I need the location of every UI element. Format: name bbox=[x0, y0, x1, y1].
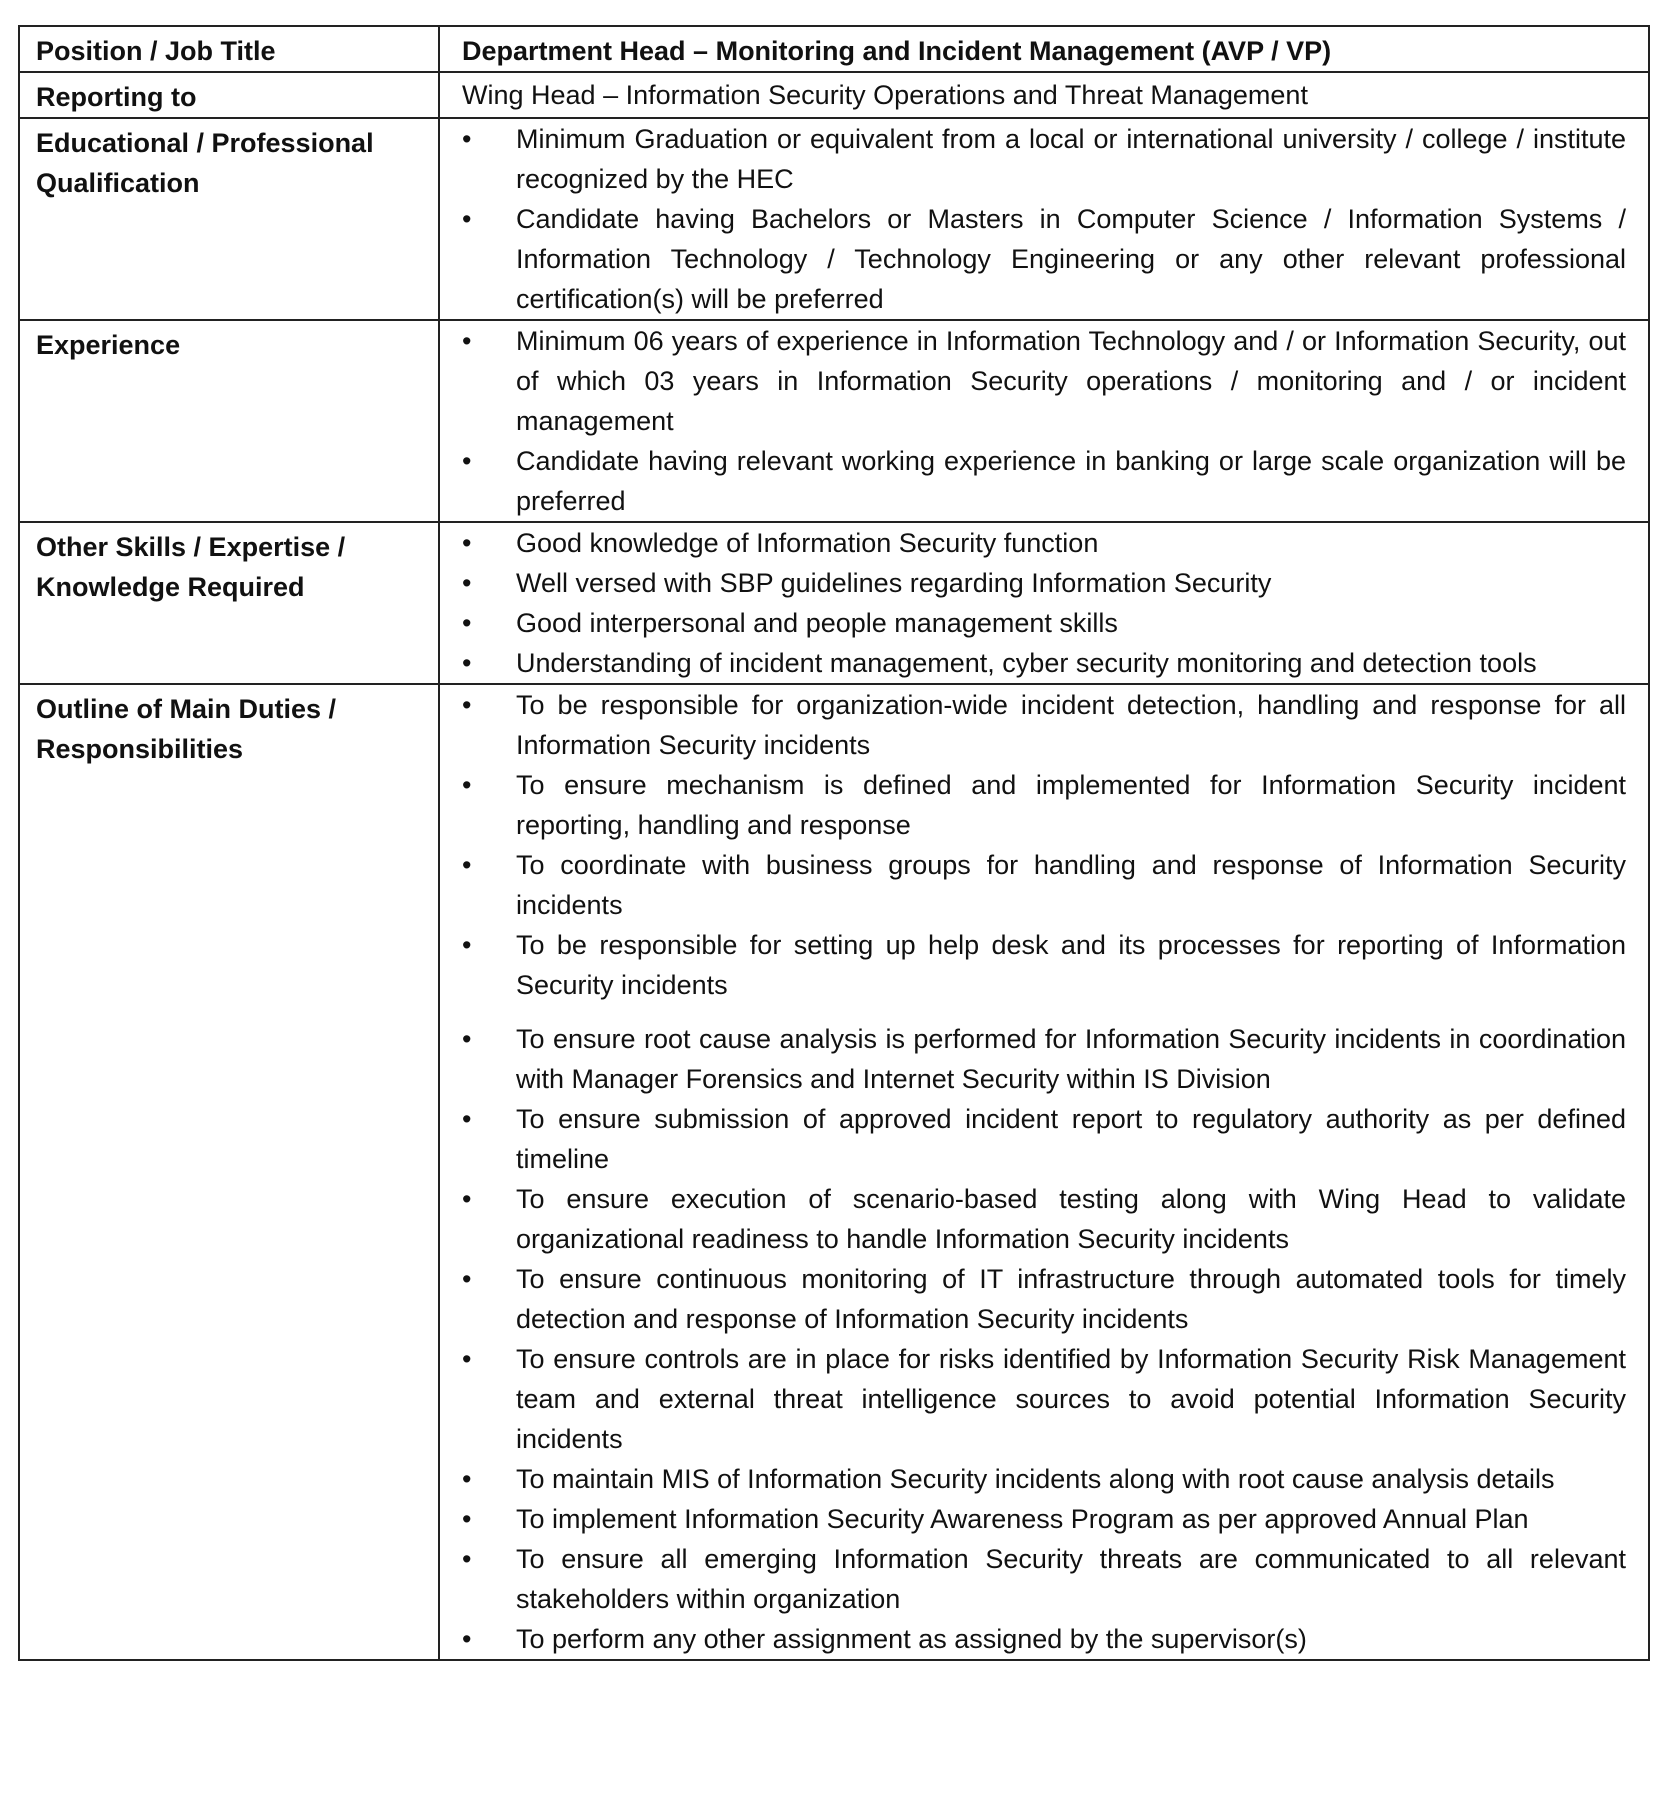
skills-cell bbox=[439, 522, 1649, 684]
list-item: • To coordinate with business groups for handling and response of Information Security incidents bbox=[460, 845, 1626, 925]
row-label-position: Position / Job Title bbox=[19, 26, 439, 72]
reporting-to-value: Wing Head – Information Security Operations and Threat Management bbox=[439, 72, 1649, 118]
list-item: • To implement Information Security Awareness Program as per approved Annual Plan bbox=[460, 1499, 1626, 1539]
duties-cell bbox=[439, 684, 1649, 1660]
row-label-qualification: Educational / Professional Qualification bbox=[19, 118, 439, 320]
table-row-reporting bbox=[19, 72, 1649, 118]
list-item: • To perform any other assignment as assigned by the supervisor(s) bbox=[460, 1619, 1626, 1659]
qualification-list bbox=[460, 119, 1626, 319]
table-row-skills bbox=[19, 522, 1649, 684]
list-item: • Good knowledge of Information Security function bbox=[460, 523, 1626, 563]
list-item: • To ensure all emerging Information Security threats are communicated to all relevant stakeholders within organization bbox=[460, 1539, 1626, 1619]
list-item: • Candidate having Bachelors or Masters in Computer Science / Information Systems / Information Technology / Technology Engineering or any other relevant professional certification(s) will be preferred bbox=[460, 199, 1626, 319]
job-description-document bbox=[18, 25, 1650, 1661]
list-item: • To ensure execution of scenario-based testing along with Wing Head to validate organizational readiness to handle Information Security incidents bbox=[460, 1179, 1626, 1259]
job-description-table bbox=[18, 25, 1650, 1661]
row-label-experience: Experience bbox=[19, 320, 439, 522]
row-label-duties: Outline of Main Duties / Responsibilities bbox=[19, 684, 439, 1660]
list-item: • To ensure root cause analysis is performed for Information Security incidents in coordination with Manager Forensics and Internet Security within IS Division bbox=[460, 1019, 1626, 1099]
list-item: • To ensure submission of approved incident report to regulatory authority as per defined timeline bbox=[460, 1099, 1626, 1179]
experience-list bbox=[460, 321, 1626, 521]
experience-cell bbox=[439, 320, 1649, 522]
list-item: • Good interpersonal and people management skills bbox=[460, 603, 1626, 643]
list-item: • To ensure continuous monitoring of IT infrastructure through automated tools for timely detection and response of Information Security incidents bbox=[460, 1259, 1626, 1339]
list-item: • Understanding of incident management, cyber security monitoring and detection tools bbox=[460, 643, 1626, 683]
list-item: • Minimum 06 years of experience in Information Technology and / or Information Security, out of which 03 years in Information Security operations / monitoring and / or incident management bbox=[460, 321, 1626, 441]
table-row-qualification bbox=[19, 118, 1649, 320]
list-item: • To maintain MIS of Information Security incidents along with root cause analysis details bbox=[460, 1459, 1626, 1499]
table-row-duties bbox=[19, 684, 1649, 1660]
job-title-value: Department Head – Monitoring and Incident Management (AVP / VP) bbox=[439, 26, 1649, 72]
list-item: • To ensure mechanism is defined and implemented for Information Security incident reporting, handling and response bbox=[460, 765, 1626, 845]
list-item: • Minimum Graduation or equivalent from a local or international university / college / institute recognized by the HEC bbox=[460, 119, 1626, 199]
skills-list bbox=[460, 523, 1626, 683]
row-label-skills: Other Skills / Expertise / Knowledge Required bbox=[19, 522, 439, 684]
list-item: • Well versed with SBP guidelines regarding Information Security bbox=[460, 563, 1626, 603]
row-label-reporting: Reporting to bbox=[19, 72, 439, 118]
list-item: • To be responsible for organization-wide incident detection, handling and response for all Information Security incidents bbox=[460, 685, 1626, 765]
duties-list bbox=[460, 685, 1626, 1659]
table-row-position bbox=[19, 26, 1649, 72]
table-row-experience bbox=[19, 320, 1649, 522]
list-item: • To ensure controls are in place for risks identified by Information Security Risk Management team and external threat intelligence sources to avoid potential Information Security incidents bbox=[460, 1339, 1626, 1459]
list-item: • Candidate having relevant working experience in banking or large scale organization will be preferred bbox=[460, 441, 1626, 521]
qualification-cell bbox=[439, 118, 1649, 320]
list-item: • To be responsible for setting up help desk and its processes for reporting of Information Security incidents bbox=[460, 925, 1626, 1005]
